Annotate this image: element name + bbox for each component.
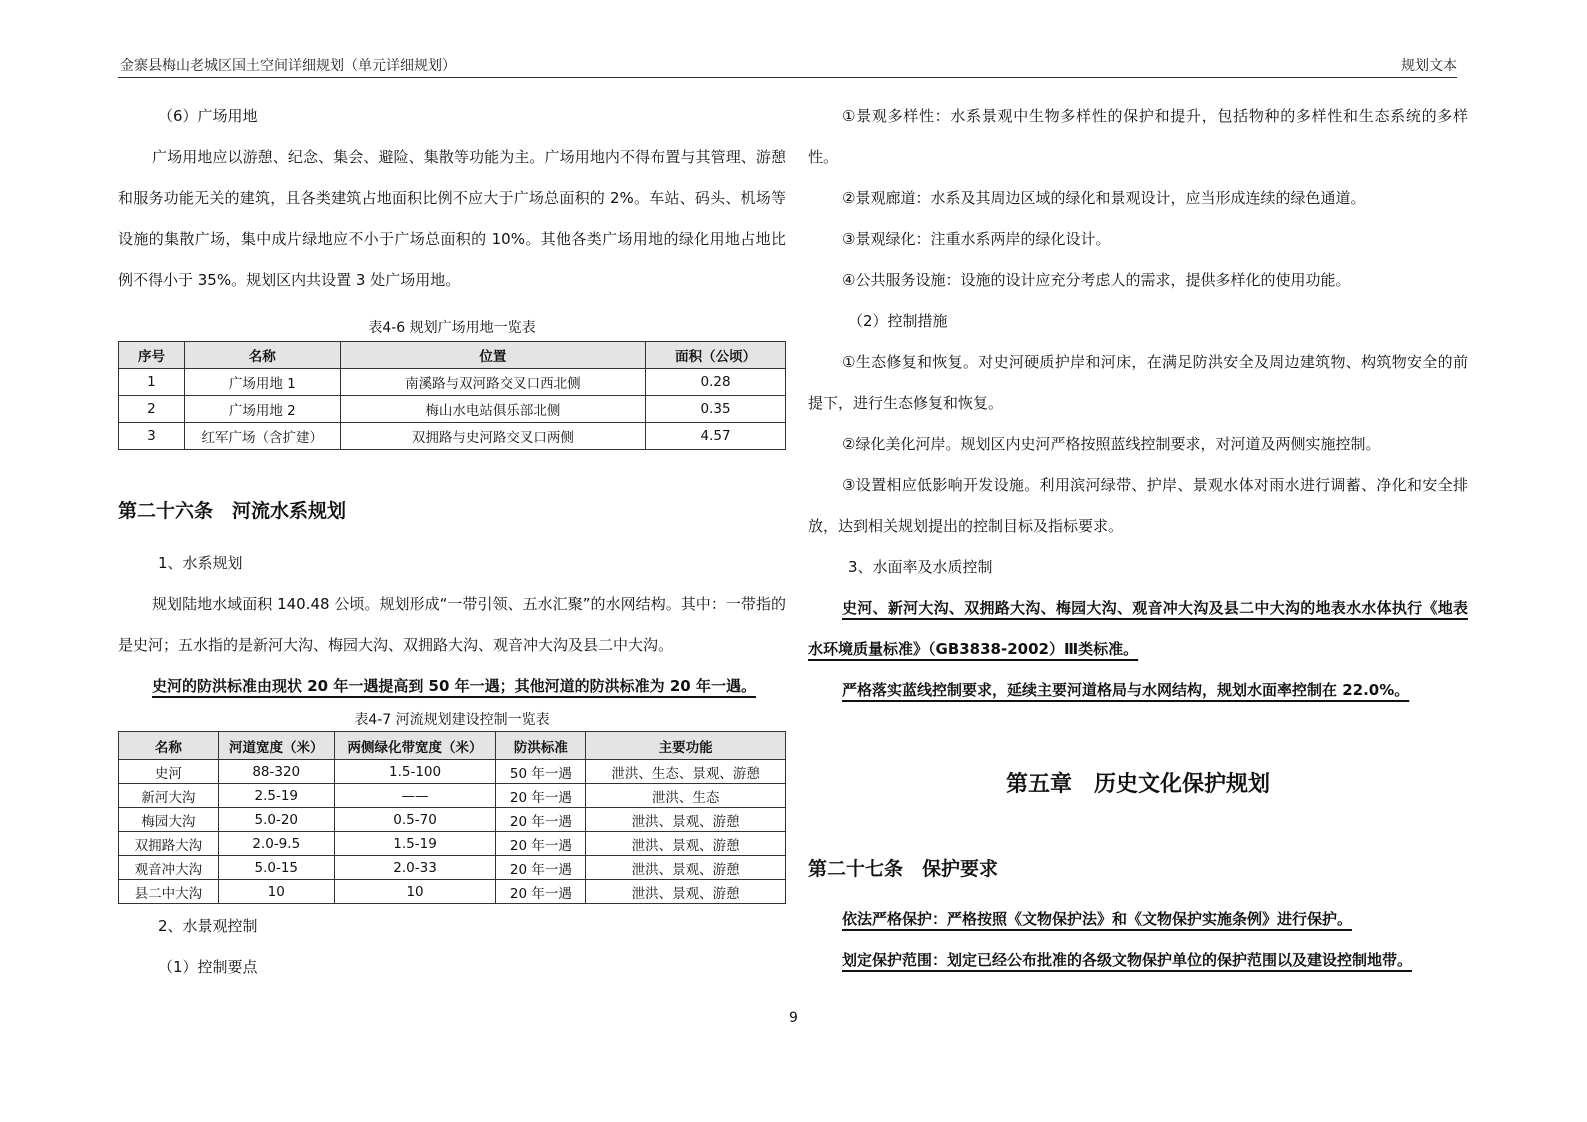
water-quality-standard-text: 史河、新河大沟、双拥路大沟、梅园大沟、观音冲大沟及县二中大沟的地表水水体执行《地表水环境质量标准》（GB3838-2002）Ⅲ类标准。 [808,599,1468,658]
table-header-cell: 主要功能 [586,732,786,760]
water-surface-ratio-paragraph [808,670,1468,711]
table-cell: 0.35 [646,396,786,423]
table-header-cell: 两侧绿化带宽度（米） [334,732,496,760]
table-cell: 1.5-100 [334,760,496,784]
table-cell: 1 [119,369,185,396]
table-cell: 史河 [119,760,219,784]
landscape-corridor-paragraph: ②景观廊道：水系及其周边区域的绿化和景观设计，应当形成连续的绿色通道。 [842,189,1366,207]
table-cell: 0.28 [646,369,786,396]
table-cell: 广场用地 1 [184,369,340,396]
table-cell: 20 年一遇 [496,880,586,904]
table-cell: 2.0-9.5 [218,832,334,856]
table-cell: 双拥路与史河路交叉口两侧 [340,423,645,450]
table-cell: 梅山水电站俱乐部北侧 [340,396,645,423]
protection-scope-text: 划定保护范围：划定已经公布批准的各级文物保护单位的保护范围以及建设控制地带。 [842,951,1413,969]
water-system-paragraph: 规划陆地水域面积 140.48 公顷。规划形成“一带引领、五水汇聚”的水网结构。其中：一带指的是史河；五水指的是新河大沟、梅园大沟、双拥路大沟、观音冲大沟及县二中大沟。 [118,595,786,654]
article-26-title: 第二十六条 河流水系规划 [118,500,347,522]
table-row [119,760,786,784]
table-row [119,784,786,808]
control-points-heading: （1）控制要点 [158,958,258,976]
table-cell: 2 [119,396,185,423]
article-27-title: 第二十七条 保护要求 [808,858,999,880]
table-cell: —— [334,784,496,808]
right-column [808,96,1468,981]
table-cell: 2.5-19 [218,784,334,808]
flood-standard-text: 史河的防洪标准由现状 20 年一遇提高到 50 年一遇；其他河道的防洪标准为 20 年一遇。 [152,677,756,695]
legal-protection-text: 依法严格保护：严格按照《文物保护法》和《文物保护实施条例》进行保护。 [842,910,1353,928]
water-landscape-heading: 2、水景观控制 [158,917,258,935]
table-cell: 新河大沟 [119,784,219,808]
header-divider [118,77,1457,78]
public-service-paragraph: ④公共服务设施：设施的设计应充分考虑人的需求，提供多样化的使用功能。 [842,271,1351,289]
table-header-cell: 序号 [119,342,185,369]
section-plaza-heading: （6）广场用地 [158,107,258,125]
table-cell: 10 [334,880,496,904]
table-cell: 泄洪、景观、游憩 [586,808,786,832]
table-header-cell: 河道宽度（米） [218,732,334,760]
table-header-cell: 位置 [340,342,645,369]
river-control-table [118,731,786,904]
table-cell: 88-320 [218,760,334,784]
table-row [119,396,786,423]
low-impact-paragraph: ③设置相应低影响开发设施。利用滨河绿带、护岸、景观水体对雨水进行调蓄、净化和安全排放，达到相关规划提出的控制目标及指标要求。 [808,476,1468,535]
table-row [119,369,786,396]
flood-standard-paragraph [118,666,786,707]
document-header-title: 金寨县梅山老城区国土空间详细规划（单元详细规划） [120,58,456,74]
table-cell: 3 [119,423,185,450]
table-cell: 泄洪、生态、景观、游憩 [586,760,786,784]
table-cell: 泄洪、景观、游憩 [586,880,786,904]
table-cell: 2.0-33 [334,856,496,880]
landscape-greening-paragraph: ③景观绿化：注重水系两岸的绿化设计。 [842,230,1111,248]
legal-protection-paragraph [808,899,1468,940]
table-cell: 4.57 [646,423,786,450]
table-header-row [119,732,786,760]
eco-restoration-paragraph: ①生态修复和恢复。对史河硬质护岸和河床，在满足防洪安全及周边建筑物、构筑物安全的前提下，进行生态修复和恢复。 [808,353,1468,412]
table-cell: 10 [218,880,334,904]
table-header-cell: 名称 [119,732,219,760]
left-column [118,96,786,988]
table-cell: 南溪路与双河路交叉口西北侧 [340,369,645,396]
water-surface-ratio-text: 严格落实蓝线控制要求，延续主要河道格局与水网结构，规划水面率控制在 22.0%。 [842,681,1410,699]
table-cell: 泄洪、景观、游憩 [586,856,786,880]
table-4-7-caption: 表4-7 河流规划建设控制一览表 [354,712,550,728]
table-cell: 50 年一遇 [496,760,586,784]
table-cell: 红军广场（含扩建） [184,423,340,450]
protection-scope-paragraph [808,940,1468,981]
table-header-cell: 防洪标准 [496,732,586,760]
table-cell: 5.0-15 [218,856,334,880]
water-system-heading: 1、水系规划 [158,554,243,572]
table-header-row [119,342,786,369]
control-measures-heading: （2）控制措施 [848,312,948,330]
water-quality-standard-paragraph [808,588,1468,670]
table-cell: 0.5-70 [334,808,496,832]
table-cell: 泄洪、景观、游憩 [586,832,786,856]
table-cell: 5.0-20 [218,808,334,832]
table-cell: 双拥路大沟 [119,832,219,856]
table-cell: 20 年一遇 [496,832,586,856]
table-row [119,423,786,450]
water-quality-heading: 3、水面率及水质控制 [848,558,993,576]
table-header-cell: 面积（公顷） [646,342,786,369]
table-row [119,832,786,856]
riverbank-greening-paragraph: ②绿化美化河岸。规划区内史河严格按照蓝线控制要求，对河道及两侧实施控制。 [842,435,1381,453]
table-row [119,808,786,832]
page-number: 9 [789,1010,798,1026]
table-4-6-caption: 表4-6 规划广场用地一览表 [368,320,536,336]
plaza-land-table [118,341,786,450]
table-cell: 广场用地 2 [184,396,340,423]
table-cell: 20 年一遇 [496,856,586,880]
landscape-diversity-paragraph: ①景观多样性：水系景观中生物多样性的保护和提升，包括物种的多样性和生态系统的多样性。 [808,107,1468,166]
table-cell: 观音冲大沟 [119,856,219,880]
table-cell: 梅园大沟 [119,808,219,832]
document-header-label: 规划文本 [1401,58,1457,74]
table-row [119,880,786,904]
plaza-paragraph: 广场用地应以游憩、纪念、集会、避险、集散等功能为主。广场用地内不得布置与其管理、游憩和服务功能无关的建筑，且各类建筑占地面积比例不应大于广场总面积的 2%。车站、码头、机场等设施的集散广场，集中成片绿地应不小于广场总面积的 10%。其他各类广场用地的绿化用地占地比例不得小于 35%。规划区内共设置 3 处广场用地。 [118,148,786,289]
table-cell: 县二中大沟 [119,880,219,904]
table-header-cell: 名称 [184,342,340,369]
table-cell: 20 年一遇 [496,808,586,832]
chapter-5-title: 第五章 历史文化保护规划 [1005,772,1270,797]
table-cell: 泄洪、生态 [586,784,786,808]
table-cell: 1.5-19 [334,832,496,856]
table-cell: 20 年一遇 [496,784,586,808]
table-row [119,856,786,880]
